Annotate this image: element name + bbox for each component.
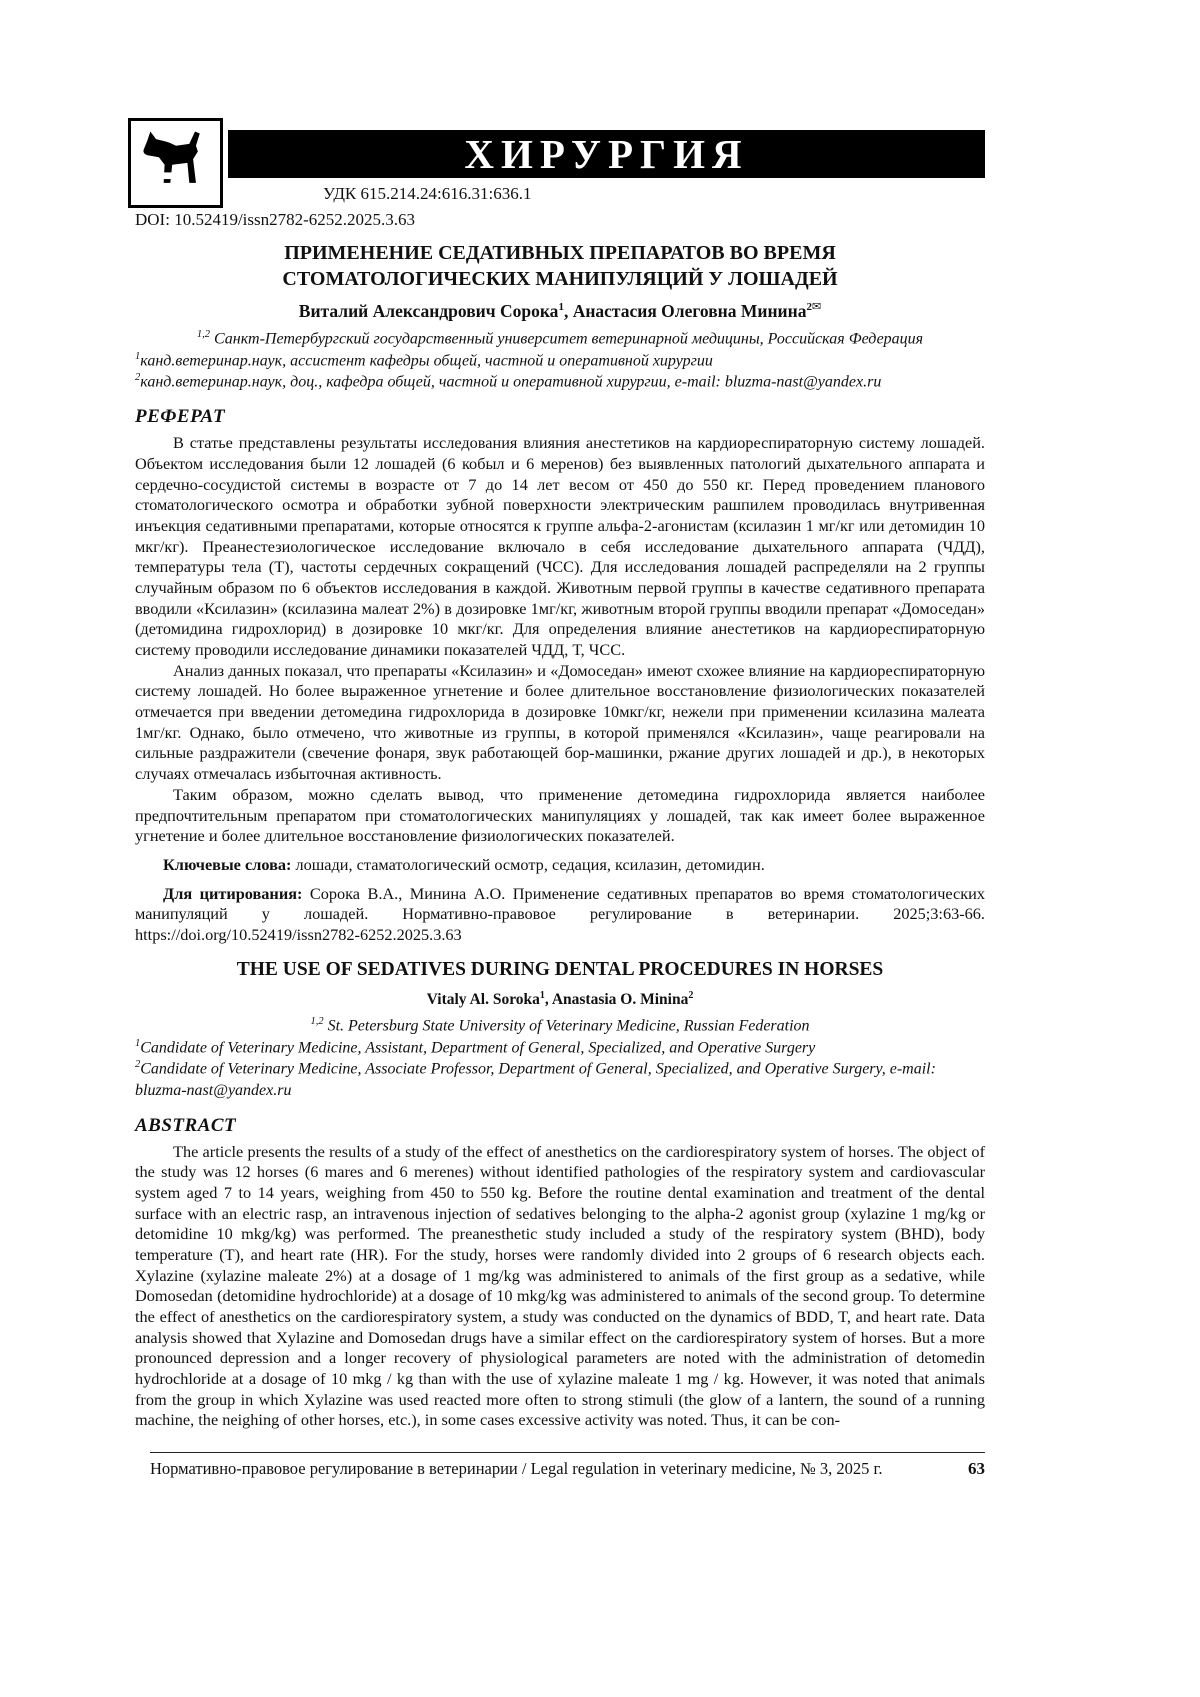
abstract-en-paragraph: The article presents the results of a study of the effect of anesthetics on the cardiorespiratory system of horses. The object of the study was 12 horses (6 mares and 6 merenes) without identified pathologies of the respiratory system and cardiovascular system aged 7 to 14 years, weighing from 450 to 550 kg. Before the routine dental examination and treatment of the dental surface with an electric rasp, an intravenous injection of sedatives belonging to the alpha-2 agonist group (xylazine 1 mg/kg or detomidine 10 mkg/kg) was performed. The preanesthetic study included a study of the respiratory system (BHD), body temperature (T), and heart rate (HR). For the study, horses were randomly divided into 2 groups of 6 research objects each. Xylazine (xylazine maleate 2%) at a dosage of 1 mg/kg was administered to animals of the first group as a sedative, while Domosedan (detomidine hydrochloride) at a dosage of 10 mkg/kg was administered to animals of the second group. To determine the effect of anesthetics on the cardiorespiratory system, a study was conducted on the dynamics of BDD, T, and heart rate. Data analysis showed that Xylazine and Domosedan drugs have a similar effect on the cardiorespiratory system of horses. But a more pronounced depression and a longer recovery of physiological parameters are noted with the administration of detomedin hydrochloride at a dosage of 10 mkg / kg than with the use of xylazine maleate 1 mg / kg. However, it was noted that animals from the group in which Xylazine was used reacted more often to strong stimuli (the glow of a lantern, the sound of a running machine, the neighing of other horses, etc.), in some cases excessive activity was noted. Thus, it can be con- [135, 1141, 985, 1430]
section-banner-title: ХИРУРГИЯ [228, 130, 985, 178]
dog-logo-icon [137, 123, 215, 204]
citation-label: Для цитирования: [163, 883, 303, 903]
affiliation-ru-1-text: канд.ветеринар.наук, ассистент кафедры общей, частной и оперативной хирургии [140, 351, 713, 369]
journal-logo [128, 118, 223, 208]
author-en-1-affmark: 1 [539, 989, 545, 1001]
journal-header [135, 118, 985, 208]
author-ru-2-affmark: 2 [806, 301, 812, 313]
email-icon: ✉ [811, 300, 822, 313]
author-en-2-affmark: 2 [688, 989, 694, 1001]
keywords-label: Ключевые слова: [163, 854, 292, 874]
author-ru-2: Анастасия Олеговна Минина [572, 300, 807, 321]
udk-code: УДК 615.214.24:616.31:636.1 [323, 184, 532, 203]
affiliation-en-2 [135, 1058, 985, 1101]
citation-ru [135, 884, 985, 946]
affiliation-en-2-text: Candidate of Veterinary Medicine, Associate Professor, Department of General, Specialized, and Operative Surgery, e-mail: bluzma-nast@yandex.ru [135, 1060, 936, 1100]
article-page-body [135, 118, 985, 1431]
affiliations-en [135, 1015, 985, 1102]
abstract-en [135, 1142, 985, 1432]
footer-journal-title: Нормативно-правовое регулирование в ветеринарии / Legal regulation in veterinary medicine, № 3, 2025 г. [150, 1459, 883, 1478]
affiliation-en-0-text: St. Petersburg State University of Veterinary Medicine, Russian Federation [323, 1017, 810, 1035]
affiliation-ru-2-text: канд.ветеринар.наук, доц., кафедра общей, частной и оперативной хирургии, e-mail: bluzma-nast@yandex.ru [140, 373, 882, 391]
affiliation-en-1-text: Candidate of Veterinary Medicine, Assistant, Department of General, Specialized, and Operative Surgery [140, 1038, 816, 1056]
keywords-ru [135, 855, 985, 876]
affiliation-ru-0 [135, 328, 985, 350]
abstract-heading-en: ABSTRACT [135, 1114, 237, 1136]
affiliation-en-0 [135, 1015, 985, 1037]
page-footer [150, 1452, 985, 1479]
doi-line: DOI: 10.52419/issn2782-6252.2025.3.63 [135, 210, 416, 229]
affiliation-ru-2-mark: 2 [135, 372, 141, 384]
author-en-2: Anastasia O. Minina [551, 990, 689, 1008]
author-ru-1-affmark: 1 [558, 301, 564, 313]
authors-ru [135, 300, 985, 322]
affiliation-en-0-mark: 1,2 [310, 1015, 324, 1027]
author-en-1: Vitaly Al. Soroka [426, 990, 540, 1008]
abstract-heading-ru: РЕФЕРАТ [135, 406, 226, 428]
affiliation-en-1-mark: 1 [135, 1037, 141, 1049]
header-right-column [223, 118, 985, 204]
affiliation-ru-0-text: Санкт-Петербургский государственный университет ветеринарной медицины, Российская Федерация [210, 330, 924, 348]
affiliation-ru-0-mark: 1,2 [196, 328, 211, 340]
keywords-text: лошади, стаматологический осмотр, седация, ксилазин, детомидин. [291, 854, 765, 874]
author-ru-1: Виталий Александрович Сорока [298, 300, 559, 321]
article-title-ru-line2: СТОМАТОЛОГИЧЕСКИХ МАНИПУЛЯЦИЙ У ЛОШАДЕЙ [282, 268, 838, 290]
affiliation-ru-2 [135, 371, 985, 393]
citation-text: Сорока В.А., Минина А.О. Применение седативных препаратов во время стоматологических манипуляций у лошадей. Нормативно-правовое регулирование в ветеринарии. 2025;3:63-66. https://doi.org/10.52419/issn2782-6252.2025.3.63 [135, 883, 985, 944]
article-title-ru-line1: ПРИМЕНЕНИЕ СЕДАТИВНЫХ ПРЕПАРАТОВ ВО ВРЕМЯ [284, 242, 836, 264]
abstract-ru-paragraph-1: В статье представлены результаты исследования влияния анестетиков на кардиореспираторную систему лошадей. Объектом исследования были 12 лошадей (6 кобыл и 6 меренов) без выявленных патологий дыхательного аппарата и сердечно-сосудистой системы в возрасте от 7 до 14 лет весом от 450 до 550 кг. Перед проведением планового стоматологического осмотра и обработки зубной поверхности электрическим рашпилем проводилась внутривенная инъекция седативными препаратами, которые относятся к группе альфа-2-агонистам (ксилазин 1 мг/кг или детомидин 10 мкг/кг). Преанестезиологическое исследование включало в себя исследование дыхательного аппарата (ЧДД), температуры тела (Т), частоты сердечных сокращений (ЧСС). Для исследования лошадей распределяли на 2 группы случайным образом по 6 объектов исследования в каждой. Животным первой группы в качестве седативного препарата вводили «Ксилазин» (ксилазина малеат 2%) в дозировке 1мг/кг, животным второй группы вводили препарат «Домоседан» (детомидина гидрохлорид) в дозировке 10 мкг/кг. Для определения влияние анестетиков на кардиореспираторную систему проводили исследование динамики показателей ЧДД, Т, ЧСС. [135, 433, 985, 659]
authors-en [135, 990, 985, 1009]
abstract-ru [135, 433, 985, 847]
footer-page-number: 63 [968, 1459, 985, 1478]
affiliation-en-2-mark: 2 [135, 1059, 141, 1071]
affiliation-ru-1-mark: 1 [135, 350, 141, 362]
article-title-en: THE USE OF SEDATIVES DURING DENTAL PROCEDURES IN HORSES [236, 958, 884, 980]
affiliation-ru-1 [135, 350, 985, 372]
abstract-ru-paragraph-3: Таким образом, можно сделать вывод, что применение детомедина гидрохлорида является наиболее предпочтительным препаратом при стоматологических манипуляциях у лошадей, так как имеет более выраженное угнетение и более длительное восстановление физиологических показателей. [135, 784, 985, 846]
affiliations-ru [135, 328, 985, 393]
abstract-ru-paragraph-2: Анализ данных показал, что препараты «Ксилазин» и «Домоседан» имеют схожее влияние на кардиореспираторную систему лошадей. Но более выраженное угнетение и более длительное восстановление физиологических показателей отмечается при введении детомедина гидрохлорида в дозировке 10мкг/кг, нежели при применении ксилазина малеата 1мг/кг. Однако, было отмечено, что животные из группы, в которой применялся «Ксилазин», чаще реагировали на сильные раздражители (свечение фонаря, звук работающей бор-машинки, ржание других лошадей и др.), в некоторых случаях отмечалась избыточная активность. [135, 660, 985, 784]
affiliation-en-1 [135, 1037, 985, 1059]
authors-separator: , [563, 300, 573, 321]
authors-en-separator: , [544, 990, 552, 1008]
article-title-ru [135, 240, 985, 292]
